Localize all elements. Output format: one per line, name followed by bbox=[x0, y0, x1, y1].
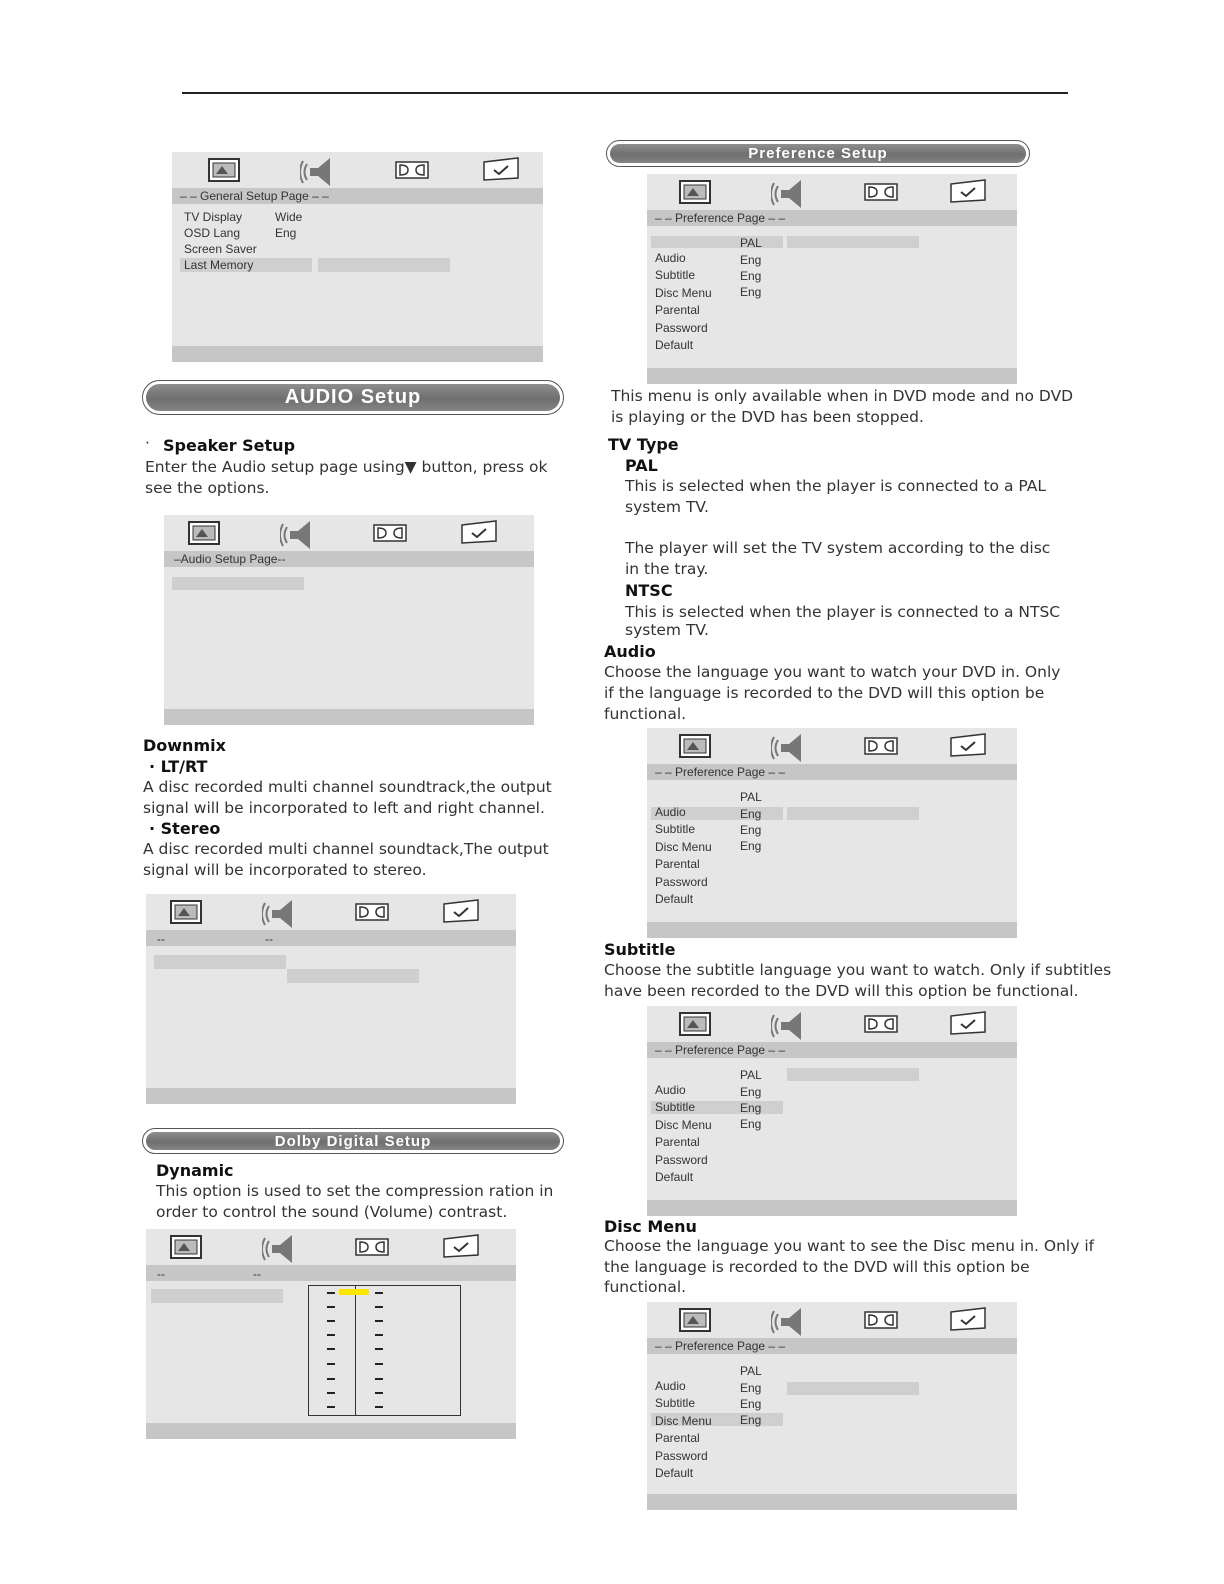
preference-check-icon[interactable] bbox=[947, 732, 989, 760]
default-label[interactable]: Default bbox=[655, 892, 694, 906]
slider-tick bbox=[327, 1306, 335, 1308]
menu-icon-bar bbox=[172, 152, 543, 188]
slider-tick bbox=[375, 1306, 383, 1308]
general-setup-icon[interactable] bbox=[677, 732, 713, 760]
menu-icon-bar bbox=[164, 515, 534, 551]
slider-tick bbox=[375, 1292, 383, 1294]
stereo-label: · Stereo bbox=[149, 819, 221, 838]
value-highlight[interactable] bbox=[787, 236, 919, 248]
disc-menu-pref-text-1: Choose the language you want to see the Disc menu in. Only if bbox=[604, 1237, 1095, 1255]
compression-slider[interactable] bbox=[308, 1285, 461, 1416]
dolby-icon[interactable] bbox=[354, 1233, 390, 1261]
dolby-icon[interactable] bbox=[372, 519, 408, 547]
slider-tick bbox=[327, 1320, 335, 1322]
disc-menu-label[interactable]: Disc Menu bbox=[655, 1118, 712, 1132]
general-setup-icon[interactable] bbox=[206, 156, 242, 184]
slider-tick bbox=[375, 1392, 383, 1394]
parental-label[interactable]: Parental bbox=[655, 1135, 700, 1149]
tv-display-value: Wide bbox=[275, 210, 303, 224]
slider-tick bbox=[327, 1392, 335, 1394]
audio-speaker-icon[interactable] bbox=[262, 898, 302, 930]
row-highlight[interactable] bbox=[154, 955, 286, 969]
menu-icon-bar bbox=[146, 1229, 516, 1265]
preference-screen-audio bbox=[647, 728, 1017, 938]
tv-type-value: PAL bbox=[740, 1068, 762, 1082]
parental-label[interactable]: Parental bbox=[655, 303, 700, 317]
ltrt-text-2: signal will be incorporated to left and right channel. bbox=[143, 799, 545, 817]
auto-text-1: The player will set the TV system according to the disc bbox=[625, 539, 1051, 557]
dynamic-text-1: This option is used to set the compression ration in bbox=[156, 1182, 554, 1200]
password-label[interactable]: Password bbox=[655, 1449, 708, 1463]
downmix-header-bar bbox=[146, 930, 516, 946]
screen-footer bbox=[172, 346, 543, 362]
slider-tick bbox=[327, 1334, 335, 1336]
preference-check-icon[interactable] bbox=[947, 1306, 989, 1334]
speaker-text-1: Enter the Audio setup page using▼ button, press ok bbox=[145, 458, 548, 476]
parental-label[interactable]: Parental bbox=[655, 857, 700, 871]
downmix-heading: Downmix bbox=[143, 736, 226, 755]
preference-check-icon[interactable] bbox=[947, 1010, 989, 1038]
speaker-setup-heading: Speaker Setup bbox=[163, 436, 296, 455]
dynamic-heading: Dynamic bbox=[156, 1161, 234, 1180]
osd-lang-label[interactable]: OSD Lang bbox=[184, 226, 241, 240]
dolby-icon[interactable] bbox=[863, 732, 899, 760]
disc-menu-value: Eng bbox=[740, 1413, 762, 1427]
screen-footer bbox=[164, 709, 534, 725]
audio-pref-text-3: functional. bbox=[604, 705, 687, 723]
dynamic-header-bar bbox=[146, 1265, 516, 1281]
ntsc-text-1: This is selected when the player is connected to a NTSC bbox=[625, 603, 1061, 621]
audio-label[interactable]: Audio bbox=[655, 1083, 686, 1097]
dolby-icon[interactable] bbox=[863, 178, 899, 206]
tv-type-heading: TV Type bbox=[608, 435, 679, 454]
subtitle-label[interactable]: Subtitle bbox=[655, 1396, 696, 1410]
pal-text-1: This is selected when the player is connected to a PAL bbox=[625, 477, 1046, 495]
row-highlight[interactable] bbox=[172, 577, 304, 590]
menu-icon-bar bbox=[146, 894, 516, 930]
preference-check-icon[interactable] bbox=[440, 1233, 482, 1261]
subtitle-value: Eng bbox=[740, 823, 762, 837]
general-setup-icon[interactable] bbox=[168, 1233, 204, 1261]
audio-speaker-icon[interactable] bbox=[280, 519, 320, 551]
screen-footer bbox=[146, 1088, 516, 1104]
disc-menu-label[interactable]: Disc Menu bbox=[655, 1414, 712, 1428]
ntsc-label: NTSC bbox=[625, 581, 673, 600]
audio-label[interactable]: Audio bbox=[655, 1379, 686, 1393]
general-setup-icon[interactable] bbox=[677, 1306, 713, 1334]
audio-value: Eng bbox=[740, 1381, 762, 1395]
preference-check-icon[interactable] bbox=[440, 898, 482, 926]
general-setup-icon[interactable] bbox=[677, 1010, 713, 1038]
slider-divider bbox=[355, 1286, 356, 1415]
slider-tick bbox=[375, 1378, 383, 1380]
header-dash-right: -- bbox=[253, 1267, 261, 1281]
parental-label[interactable]: Parental bbox=[655, 1431, 700, 1445]
slider-tick bbox=[327, 1363, 335, 1365]
screen-footer bbox=[647, 1494, 1017, 1510]
dolby-digital-banner bbox=[142, 1128, 564, 1154]
header-dash-left: -- bbox=[157, 932, 165, 946]
menu-icon-bar bbox=[647, 728, 1017, 764]
audio-label[interactable]: Audio bbox=[655, 251, 686, 265]
top-rule bbox=[182, 92, 1068, 94]
pal-text-2: system TV. bbox=[625, 498, 709, 516]
default-label[interactable]: Default bbox=[655, 338, 694, 352]
slider-tick bbox=[327, 1348, 335, 1350]
disc-menu-value: Eng bbox=[740, 1117, 762, 1131]
slider-tick bbox=[327, 1378, 335, 1380]
default-label[interactable]: Default bbox=[655, 1466, 694, 1480]
disc-menu-value: Eng bbox=[740, 285, 762, 299]
dolby-icon[interactable] bbox=[354, 898, 390, 926]
disc-menu-pref-heading: Disc Menu bbox=[604, 1217, 697, 1236]
general-setup-icon[interactable] bbox=[677, 178, 713, 206]
audio-pref-text-1: Choose the language you want to watch your DVD in. Only bbox=[604, 663, 1061, 681]
slider-tick bbox=[375, 1320, 383, 1322]
audio-value: Eng bbox=[740, 1085, 762, 1099]
preference-screen-discmenu bbox=[647, 1302, 1017, 1510]
subtitle-label[interactable]: Subtitle bbox=[655, 268, 696, 282]
row-highlight[interactable] bbox=[151, 1289, 283, 1303]
password-label[interactable]: Password bbox=[655, 875, 708, 889]
disc-menu-label[interactable]: Disc Menu bbox=[655, 840, 712, 854]
preference-setup-banner bbox=[606, 140, 1030, 167]
audio-value: Eng bbox=[740, 253, 762, 267]
dynamic-text-2: order to control the sound (Volume) contrast. bbox=[156, 1203, 508, 1221]
audio-setup-screen bbox=[164, 515, 534, 725]
last-memory-label[interactable]: Last Memory bbox=[184, 258, 254, 272]
osd-lang-value: Eng bbox=[275, 226, 297, 240]
ntsc-text-2: system TV. bbox=[625, 621, 709, 639]
menu-icon-bar bbox=[647, 1006, 1017, 1042]
audio-setup-banner bbox=[142, 380, 564, 415]
dolby-digital-title: Dolby Digital Setup bbox=[146, 1132, 560, 1150]
tv-type-value: PAL bbox=[740, 236, 762, 250]
ltrt-label: · LT/RT bbox=[149, 757, 208, 776]
audio-setup-header: –Audio Setup Page-- bbox=[164, 551, 534, 567]
slider-position-marker[interactable] bbox=[339, 1289, 369, 1295]
subtitle-pref-heading: Subtitle bbox=[604, 940, 676, 959]
speaker-text-2: see the options. bbox=[145, 479, 270, 497]
subtitle-value: Eng bbox=[740, 1397, 762, 1411]
screen-saver-label[interactable]: Screen Saver bbox=[184, 242, 257, 256]
value-highlight bbox=[318, 258, 450, 272]
value-highlight[interactable] bbox=[787, 1068, 919, 1081]
header-dash-right: -- bbox=[265, 932, 273, 946]
dolby-icon[interactable] bbox=[863, 1010, 899, 1038]
slider-tick bbox=[375, 1363, 383, 1365]
dynamic-screen bbox=[146, 1229, 516, 1439]
tv-type-value: PAL bbox=[740, 1364, 762, 1378]
audio-setup-title: AUDIO Setup bbox=[146, 384, 560, 411]
subtitle-label[interactable]: Subtitle bbox=[655, 822, 696, 836]
header-dash-left: -- bbox=[157, 1267, 165, 1281]
tv-type-value: PAL bbox=[740, 790, 762, 804]
slider-tick bbox=[375, 1334, 383, 1336]
preference-header: – – Preference Page – – bbox=[647, 1042, 1017, 1058]
menu-icon-bar bbox=[647, 174, 1017, 210]
value-highlight[interactable] bbox=[787, 1382, 919, 1395]
general-setup-icon[interactable] bbox=[186, 519, 222, 547]
preference-check-icon[interactable] bbox=[947, 178, 989, 206]
value-highlight[interactable] bbox=[287, 969, 419, 983]
preference-header: – – Preference Page – – bbox=[647, 1338, 1017, 1354]
pref-note-1: This menu is only available when in DVD mode and no DVD bbox=[611, 387, 1074, 405]
tv-display-label[interactable]: TV Display bbox=[184, 210, 243, 224]
password-label[interactable]: Password bbox=[655, 1153, 708, 1167]
audio-speaker-icon[interactable] bbox=[300, 156, 340, 188]
general-header: – – General Setup Page – – bbox=[172, 188, 543, 204]
stereo-text-1: A disc recorded multi channel soundtack,The output bbox=[143, 840, 549, 858]
pref-note-2: is playing or the DVD has been stopped. bbox=[611, 408, 924, 426]
preference-check-icon[interactable] bbox=[480, 156, 522, 184]
auto-text-2: in the tray. bbox=[625, 560, 709, 578]
general-setup-icon[interactable] bbox=[168, 898, 204, 926]
screen-footer bbox=[146, 1423, 516, 1439]
audio-value: Eng bbox=[740, 807, 762, 821]
stereo-text-2: signal will be incorporated to stereo. bbox=[143, 861, 427, 879]
disc-menu-label[interactable]: Disc Menu bbox=[655, 286, 712, 300]
audio-label[interactable]: Audio bbox=[655, 805, 686, 819]
subtitle-label[interactable]: Subtitle bbox=[655, 1100, 696, 1114]
preference-setup-title: Preference Setup bbox=[610, 144, 1026, 163]
subtitle-pref-text-1: Choose the subtitle language you want to watch. Only if subtitles bbox=[604, 961, 1112, 979]
default-label[interactable]: Default bbox=[655, 1170, 694, 1184]
ltrt-text-1: A disc recorded multi channel soundtrack,the output bbox=[143, 778, 552, 796]
disc-menu-value: Eng bbox=[740, 839, 762, 853]
disc-menu-pref-text-3: functional. bbox=[604, 1278, 687, 1296]
audio-speaker-icon[interactable] bbox=[771, 178, 811, 210]
downmix-screen bbox=[146, 894, 516, 1104]
slider-tick bbox=[375, 1348, 383, 1350]
slider-tick bbox=[375, 1406, 383, 1408]
disc-menu-pref-text-2: the language is recorded to the DVD will this option be bbox=[604, 1258, 1030, 1276]
subtitle-value: Eng bbox=[740, 269, 762, 283]
pal-label: PAL bbox=[625, 456, 658, 475]
subtitle-pref-text-2: have been recorded to the DVD will this option be functional. bbox=[604, 982, 1079, 1000]
speaker-bullet: · bbox=[145, 434, 150, 452]
value-highlight[interactable] bbox=[787, 807, 919, 820]
preference-screen-tvtype bbox=[647, 174, 1017, 384]
slider-tick bbox=[327, 1406, 335, 1408]
screen-footer bbox=[647, 1200, 1017, 1216]
menu-icon-bar bbox=[647, 1302, 1017, 1338]
audio-speaker-icon[interactable] bbox=[771, 1306, 811, 1338]
dolby-icon[interactable] bbox=[394, 156, 430, 184]
preference-header: – – Preference Page – – bbox=[647, 764, 1017, 780]
general-setup-screen bbox=[172, 152, 543, 362]
dolby-icon[interactable] bbox=[863, 1306, 899, 1334]
subtitle-value: Eng bbox=[740, 1101, 762, 1115]
audio-speaker-icon[interactable] bbox=[771, 1010, 811, 1042]
audio-pref-heading: Audio bbox=[604, 642, 656, 661]
audio-pref-text-2: if the language is recorded to the DVD will this option be bbox=[604, 684, 1045, 702]
audio-speaker-icon[interactable] bbox=[262, 1233, 302, 1265]
password-label[interactable]: Password bbox=[655, 321, 708, 335]
screen-footer bbox=[647, 922, 1017, 938]
preference-header: – – Preference Page – – bbox=[647, 210, 1017, 226]
row-highlight[interactable] bbox=[651, 236, 783, 248]
preference-screen-subtitle bbox=[647, 1006, 1017, 1216]
slider-tick bbox=[327, 1292, 335, 1294]
audio-speaker-icon[interactable] bbox=[771, 732, 811, 764]
preference-check-icon[interactable] bbox=[458, 519, 500, 547]
screen-footer bbox=[647, 368, 1017, 384]
